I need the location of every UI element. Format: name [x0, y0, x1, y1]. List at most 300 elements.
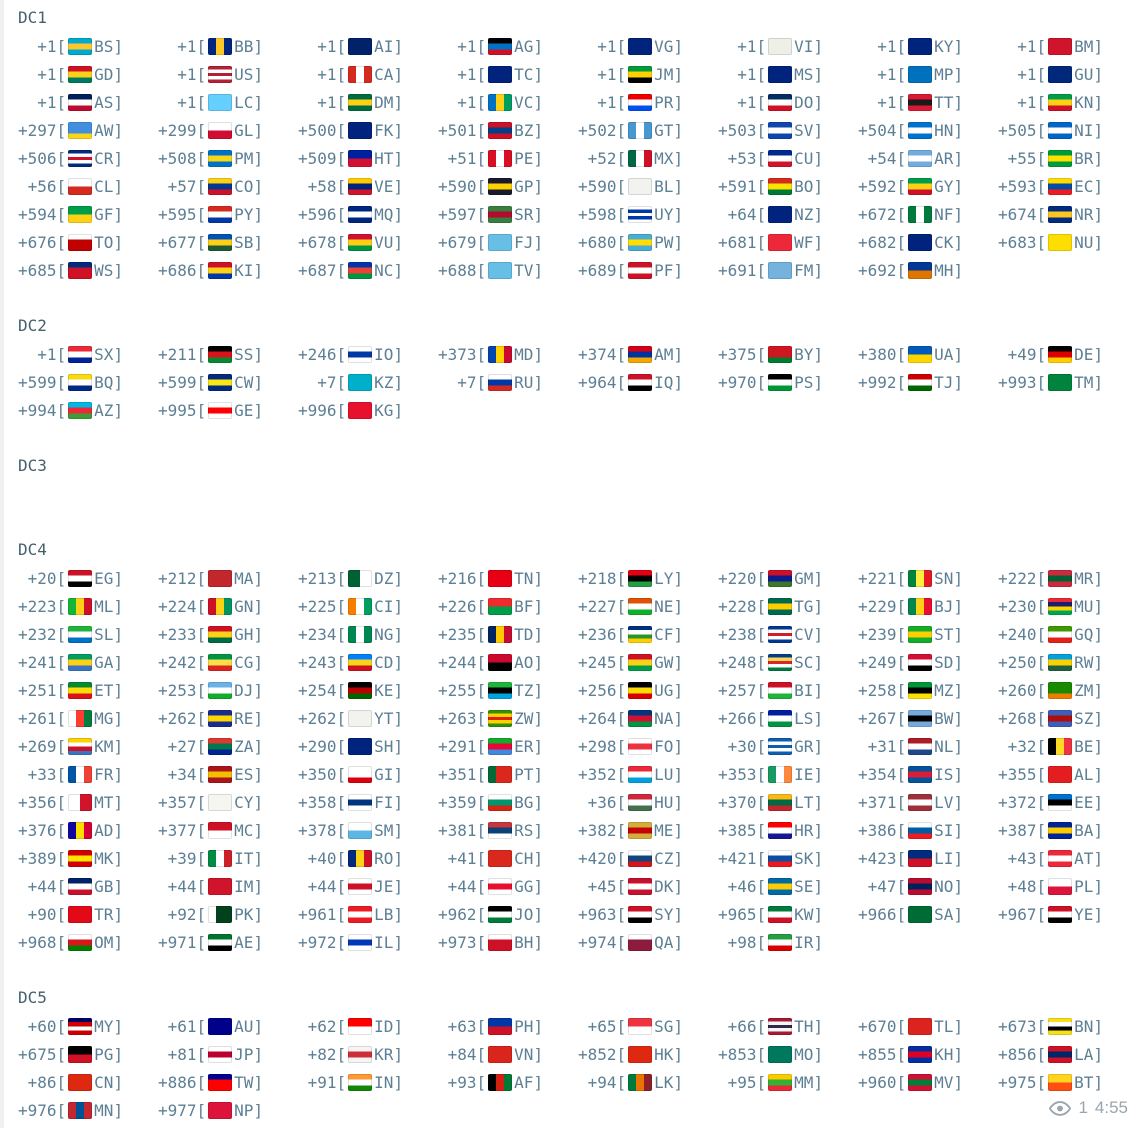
dial-code-pr[interactable]: [578, 88, 718, 116]
flag-icon-ly: [628, 570, 652, 587]
dial-code-vn[interactable]: [438, 1040, 578, 1068]
dial-code-zm[interactable]: [998, 676, 1138, 704]
dial-code-gq[interactable]: [998, 620, 1138, 648]
country-code: BA]: [1074, 820, 1104, 840]
dial-code-ws[interactable]: [18, 256, 158, 284]
dial-code-km[interactable]: [18, 732, 158, 760]
dial-code-by[interactable]: [718, 340, 858, 368]
dc-header: DC4: [18, 540, 47, 559]
dial-code-do[interactable]: [718, 88, 858, 116]
dial-code-yt[interactable]: [298, 704, 438, 732]
dial-code-mn[interactable]: [18, 1096, 158, 1124]
flag-icon-ml: [68, 598, 92, 615]
dial-code-md[interactable]: [438, 340, 578, 368]
dial-code-fr[interactable]: [18, 760, 158, 788]
flag-icon-pw: [628, 234, 652, 251]
dial-code-bw[interactable]: [858, 704, 998, 732]
dial-code-ms[interactable]: [718, 60, 858, 88]
dial-code-tv[interactable]: [438, 256, 578, 284]
dial-code-fm[interactable]: [718, 256, 858, 284]
dial-code-se[interactable]: [718, 872, 858, 900]
dial-code-ml[interactable]: [18, 592, 158, 620]
dial-code-sv[interactable]: [718, 116, 858, 144]
dial-code-bg[interactable]: [438, 788, 578, 816]
dial-code-sr[interactable]: [438, 200, 578, 228]
country-code: GH]: [234, 624, 264, 644]
dial-code-gm[interactable]: [718, 564, 858, 592]
dial-code-kh[interactable]: [858, 1040, 998, 1068]
dial-code-sy[interactable]: [578, 900, 718, 928]
flag-icon-py: [208, 206, 232, 223]
dial-code-number: +1: [877, 64, 897, 84]
dial-code-bs[interactable]: [18, 32, 158, 60]
bracket-open: [: [476, 624, 487, 644]
bracket-open: [: [896, 708, 907, 728]
flag-icon-am: [628, 346, 652, 363]
dial-code-bl[interactable]: [578, 172, 718, 200]
dial-code-er[interactable]: [438, 732, 578, 760]
bracket-open: [: [896, 1044, 907, 1064]
dial-code-cd[interactable]: [298, 648, 438, 676]
dial-code-number: +373: [438, 344, 477, 364]
country-code: SK]: [794, 848, 824, 868]
dial-code-mv[interactable]: [858, 1068, 998, 1096]
dial-code-es[interactable]: [158, 760, 298, 788]
dial-code-pl[interactable]: [998, 872, 1138, 900]
dial-code-om[interactable]: [18, 928, 158, 956]
dial-code-number: +228: [718, 596, 757, 616]
dial-code-li[interactable]: [858, 844, 998, 872]
dial-code-tz[interactable]: [438, 676, 578, 704]
bracket-open: [: [476, 708, 487, 728]
dial-code-la[interactable]: [998, 1040, 1138, 1068]
dial-code-ca[interactable]: [298, 60, 438, 88]
dial-code-fk[interactable]: [298, 116, 438, 144]
dial-code-cf[interactable]: [578, 620, 718, 648]
dial-code-fj[interactable]: [438, 228, 578, 256]
dial-code-sa[interactable]: [858, 900, 998, 928]
dial-code-number: +65: [587, 1016, 617, 1036]
dial-code-nr[interactable]: [998, 200, 1138, 228]
dial-code-bf[interactable]: [438, 592, 578, 620]
dial-code-lu[interactable]: [578, 760, 718, 788]
dial-code-kn[interactable]: [998, 88, 1138, 116]
dial-code-mx[interactable]: [578, 144, 718, 172]
country-code: HR]: [794, 820, 824, 840]
dial-code-to[interactable]: [18, 228, 158, 256]
dial-code-ie[interactable]: [718, 760, 858, 788]
dial-code-pt[interactable]: [438, 760, 578, 788]
dial-code-gu[interactable]: [998, 60, 1138, 88]
dial-code-ky[interactable]: [858, 32, 998, 60]
dial-code-ke[interactable]: [298, 676, 438, 704]
bracket-open: [: [56, 36, 67, 56]
dial-code-gw[interactable]: [578, 648, 718, 676]
dial-code-tc[interactable]: [438, 60, 578, 88]
country-code: ES]: [234, 764, 264, 784]
dial-code-my[interactable]: [18, 1012, 158, 1040]
dial-code-lt[interactable]: [718, 788, 858, 816]
dial-code-ls[interactable]: [718, 704, 858, 732]
dial-code-kz[interactable]: [298, 368, 438, 396]
dial-code-sx[interactable]: [18, 340, 158, 368]
dial-code-number: +673: [998, 1016, 1037, 1036]
dial-code-ly[interactable]: [578, 564, 718, 592]
dial-code-sd[interactable]: [858, 648, 998, 676]
dial-code-number: +220: [718, 568, 757, 588]
flag-icon-th: [768, 1018, 792, 1035]
dial-code-ps[interactable]: [718, 368, 858, 396]
dial-code-me[interactable]: [578, 816, 718, 844]
dial-code-gb[interactable]: [18, 872, 158, 900]
dial-code-gf[interactable]: [18, 200, 158, 228]
dial-code-bi[interactable]: [718, 676, 858, 704]
dial-code-pk[interactable]: [158, 900, 298, 928]
dial-code-jp[interactable]: [158, 1040, 298, 1068]
bracket-open: [: [756, 1072, 767, 1092]
bracket-open: [: [336, 652, 347, 672]
dial-code-mq[interactable]: [298, 200, 438, 228]
flag-icon-mx: [628, 150, 652, 167]
dial-code-number: +992: [858, 372, 897, 392]
dial-code-py[interactable]: [158, 200, 298, 228]
dial-code-rw[interactable]: [998, 648, 1138, 676]
dial-code-bn[interactable]: [998, 1012, 1138, 1040]
dial-code-au[interactable]: [158, 1012, 298, 1040]
dial-code-nc[interactable]: [298, 256, 438, 284]
flag-icon-mh: [908, 262, 932, 279]
dial-code-number: +242: [158, 652, 197, 672]
dial-code-de[interactable]: [998, 340, 1138, 368]
bracket-open: [: [196, 596, 207, 616]
dial-code-kr[interactable]: [298, 1040, 438, 1068]
dial-code-cv[interactable]: [718, 620, 858, 648]
dial-code-sb[interactable]: [158, 228, 298, 256]
dial-code-pm[interactable]: [158, 144, 298, 172]
dial-code-qa[interactable]: [578, 928, 718, 956]
dial-code-lb[interactable]: [298, 900, 438, 928]
dial-code-wf[interactable]: [718, 228, 858, 256]
dial-code-pf[interactable]: [578, 256, 718, 284]
flag-icon-sd: [908, 654, 932, 671]
bracket-open: [: [1036, 232, 1047, 252]
dial-code-uy[interactable]: [578, 200, 718, 228]
dial-code-tn[interactable]: [438, 564, 578, 592]
dial-code-gg[interactable]: [438, 872, 578, 900]
dial-code-gp[interactable]: [438, 172, 578, 200]
country-code: ER]: [514, 736, 544, 756]
dial-code-tm[interactable]: [998, 368, 1138, 396]
bracket-open: [: [476, 64, 487, 84]
dial-code-ir[interactable]: [718, 928, 858, 956]
dial-code-aw[interactable]: [18, 116, 158, 144]
dial-code-je[interactable]: [298, 872, 438, 900]
dial-code-ck[interactable]: [858, 228, 998, 256]
dial-code-sl[interactable]: [18, 620, 158, 648]
dial-code-co[interactable]: [158, 172, 298, 200]
bracket-open: [: [336, 176, 347, 196]
dc-header: DC5: [18, 988, 47, 1007]
dial-code-fi[interactable]: [298, 788, 438, 816]
dial-code-za[interactable]: [158, 732, 298, 760]
dial-code-il[interactable]: [298, 928, 438, 956]
dial-code-bh[interactable]: [438, 928, 578, 956]
bracket-open: [: [1036, 204, 1047, 224]
dial-code-ar[interactable]: [858, 144, 998, 172]
dial-code-nf[interactable]: [858, 200, 998, 228]
dial-code-mm[interactable]: [718, 1068, 858, 1096]
dial-code-sk[interactable]: [718, 844, 858, 872]
bracket-open: [: [56, 64, 67, 84]
dial-code-az[interactable]: [18, 396, 158, 424]
dial-code-af[interactable]: [438, 1068, 578, 1096]
flag-icon-nr: [1048, 206, 1072, 223]
dial-code-mk[interactable]: [18, 844, 158, 872]
dial-code-hn[interactable]: [858, 116, 998, 144]
dial-code-ki[interactable]: [158, 256, 298, 284]
dial-code-cg[interactable]: [158, 648, 298, 676]
dial-code-gh[interactable]: [158, 620, 298, 648]
dial-code-pe[interactable]: [438, 144, 578, 172]
dial-code-zw[interactable]: [438, 704, 578, 732]
flag-icon-ua: [908, 346, 932, 363]
dial-code-number: +674: [998, 204, 1037, 224]
dial-code-bz[interactable]: [438, 116, 578, 144]
bracket-open: [: [56, 820, 67, 840]
dial-code-cr[interactable]: [18, 144, 158, 172]
dial-code-am[interactable]: [578, 340, 718, 368]
dial-code-im[interactable]: [158, 872, 298, 900]
dial-code-ss[interactable]: [158, 340, 298, 368]
dial-code-hk[interactable]: [578, 1040, 718, 1068]
dial-code-ee[interactable]: [998, 788, 1138, 816]
flag-icon-gm: [768, 570, 792, 587]
dial-code-fo[interactable]: [578, 732, 718, 760]
dial-code-gi[interactable]: [298, 760, 438, 788]
country-code: GG]: [514, 876, 544, 896]
bracket-open: [: [56, 596, 67, 616]
flag-icon-ws: [68, 262, 92, 279]
dial-code-at[interactable]: [998, 844, 1138, 872]
dial-code-vi[interactable]: [718, 32, 858, 60]
dial-code-gl[interactable]: [158, 116, 298, 144]
dial-code-cw[interactable]: [158, 368, 298, 396]
dial-code-vu[interactable]: [298, 228, 438, 256]
dial-code-ad[interactable]: [18, 816, 158, 844]
dial-code-bm[interactable]: [998, 32, 1138, 60]
dial-code-nu[interactable]: [998, 228, 1138, 256]
dial-code-cy[interactable]: [158, 788, 298, 816]
dial-code-cl[interactable]: [18, 172, 158, 200]
dial-code-nl[interactable]: [858, 732, 998, 760]
bracket-open: [: [336, 1016, 347, 1036]
flag-icon-za: [208, 738, 232, 755]
dial-code-th[interactable]: [718, 1012, 858, 1040]
dial-code-tt[interactable]: [858, 88, 998, 116]
dial-code-no[interactable]: [858, 872, 998, 900]
dial-code-mt[interactable]: [18, 788, 158, 816]
dial-code-bt[interactable]: [998, 1068, 1138, 1096]
dial-code-ye[interactable]: [998, 900, 1138, 928]
dial-code-gt[interactable]: [578, 116, 718, 144]
dial-code-re[interactable]: [158, 704, 298, 732]
bracket-open: [: [196, 232, 207, 252]
dial-code-al[interactable]: [998, 760, 1138, 788]
dial-code-tl[interactable]: [858, 1012, 998, 1040]
dial-code-np[interactable]: [158, 1096, 298, 1124]
country-code: MV]: [934, 1072, 964, 1092]
dial-code-dz[interactable]: [298, 564, 438, 592]
dial-code-number: +995: [158, 400, 197, 420]
dial-code-tg[interactable]: [718, 592, 858, 620]
dial-code-br[interactable]: [998, 144, 1138, 172]
dial-code-mu[interactable]: [998, 592, 1138, 620]
dial-code-si[interactable]: [858, 816, 998, 844]
dial-code-ba[interactable]: [998, 816, 1138, 844]
dial-code-in[interactable]: [298, 1068, 438, 1096]
dial-code-et[interactable]: [18, 676, 158, 704]
dial-code-ag[interactable]: [438, 32, 578, 60]
dial-code-tw[interactable]: [158, 1068, 298, 1096]
dial-code-ve[interactable]: [298, 172, 438, 200]
flag-icon-je: [348, 878, 372, 895]
dial-code-number: +244: [438, 652, 477, 672]
dial-code-nz[interactable]: [718, 200, 858, 228]
dial-code-ua[interactable]: [858, 340, 998, 368]
dial-code-io[interactable]: [298, 340, 438, 368]
dial-code-dm[interactable]: [298, 88, 438, 116]
dial-code-dj[interactable]: [158, 676, 298, 704]
flag-icon-bm: [1048, 38, 1072, 55]
dial-code-sg[interactable]: [578, 1012, 718, 1040]
dial-code-td[interactable]: [438, 620, 578, 648]
dial-code-lc[interactable]: [158, 88, 298, 116]
dial-code-mc[interactable]: [158, 816, 298, 844]
dial-code-sm[interactable]: [298, 816, 438, 844]
bracket-open: [: [56, 176, 67, 196]
dial-code-ph[interactable]: [438, 1012, 578, 1040]
dial-code-tj[interactable]: [858, 368, 998, 396]
dial-code-ro[interactable]: [298, 844, 438, 872]
dial-code-bj[interactable]: [858, 592, 998, 620]
dial-code-bo[interactable]: [718, 172, 858, 200]
dial-code-hr[interactable]: [718, 816, 858, 844]
dial-code-ug[interactable]: [578, 676, 718, 704]
bracket-open: [: [336, 92, 347, 112]
dial-code-gy[interactable]: [858, 172, 998, 200]
dial-code-gr[interactable]: [718, 732, 858, 760]
dial-code-eg[interactable]: [18, 564, 158, 592]
dial-code-ga[interactable]: [18, 648, 158, 676]
dial-code-it[interactable]: [158, 844, 298, 872]
dial-code-tr[interactable]: [18, 900, 158, 928]
dial-code-is[interactable]: [858, 760, 998, 788]
dial-code-mz[interactable]: [858, 676, 998, 704]
dial-code-gd[interactable]: [18, 60, 158, 88]
dial-code-dk[interactable]: [578, 872, 718, 900]
bracket-open: [: [196, 1072, 207, 1092]
dial-code-kw[interactable]: [718, 900, 858, 928]
dial-code-pw[interactable]: [578, 228, 718, 256]
dial-code-gn[interactable]: [158, 592, 298, 620]
dial-code-jm[interactable]: [578, 60, 718, 88]
dial-code-ni[interactable]: [998, 116, 1138, 144]
dial-code-vc[interactable]: [438, 88, 578, 116]
bracket-open: [: [1036, 596, 1047, 616]
dial-code-kg[interactable]: [298, 396, 438, 424]
dial-code-bq[interactable]: [18, 368, 158, 396]
dial-code-cn[interactable]: [18, 1068, 158, 1096]
dial-code-mp[interactable]: [858, 60, 998, 88]
country-code: BH]: [514, 932, 544, 952]
flag-icon-pt: [488, 766, 512, 783]
dial-code-id[interactable]: [298, 1012, 438, 1040]
flag-icon-gy: [908, 178, 932, 195]
dial-code-ao[interactable]: [438, 648, 578, 676]
flag-icon-tv: [488, 262, 512, 279]
dial-code-lk[interactable]: [578, 1068, 718, 1096]
dial-code-sc[interactable]: [718, 648, 858, 676]
dial-code-lv[interactable]: [858, 788, 998, 816]
dial-code-mr[interactable]: [998, 564, 1138, 592]
dial-code-cz[interactable]: [578, 844, 718, 872]
dial-code-ec[interactable]: [998, 172, 1138, 200]
dial-code-ge[interactable]: [158, 396, 298, 424]
dial-code-ci[interactable]: [298, 592, 438, 620]
dial-code-pg[interactable]: [18, 1040, 158, 1068]
dial-code-rs[interactable]: [438, 816, 578, 844]
dial-code-as[interactable]: [18, 88, 158, 116]
dial-code-cu[interactable]: [718, 144, 858, 172]
country-code: NC]: [374, 260, 404, 280]
dial-code-mg[interactable]: [18, 704, 158, 732]
bracket-open: [: [1036, 708, 1047, 728]
dial-code-mh[interactable]: [858, 256, 998, 284]
flag-icon-es: [208, 766, 232, 783]
dial-code-sz[interactable]: [998, 704, 1138, 732]
dial-code-iq[interactable]: [578, 368, 718, 396]
dial-code-number: +7: [317, 372, 337, 392]
dial-code-jo[interactable]: [438, 900, 578, 928]
dial-code-us[interactable]: [158, 60, 298, 88]
dial-code-ht[interactable]: [298, 144, 438, 172]
dial-code-ru[interactable]: [438, 368, 578, 396]
dial-code-st[interactable]: [858, 620, 998, 648]
bracket-open: [: [56, 344, 67, 364]
dial-code-ng[interactable]: [298, 620, 438, 648]
country-code: LU]: [654, 764, 684, 784]
dial-code-be[interactable]: [998, 732, 1138, 760]
dial-code-na[interactable]: [578, 704, 718, 732]
bracket-open: [: [336, 764, 347, 784]
dial-code-vg[interactable]: [578, 32, 718, 60]
bracket-open: [: [196, 708, 207, 728]
dial-code-ma[interactable]: [158, 564, 298, 592]
dial-code-ae[interactable]: [158, 928, 298, 956]
dial-code-sn[interactable]: [858, 564, 998, 592]
flag-icon-sa: [908, 906, 932, 923]
dial-code-ne[interactable]: [578, 592, 718, 620]
dial-code-ai[interactable]: [298, 32, 438, 60]
dial-code-mo[interactable]: [718, 1040, 858, 1068]
dial-code-sh[interactable]: [298, 732, 438, 760]
dial-code-hu[interactable]: [578, 788, 718, 816]
dial-code-bb[interactable]: [158, 32, 298, 60]
dial-code-number: +254: [298, 680, 337, 700]
bracket-open: [: [896, 596, 907, 616]
dial-code-ch[interactable]: [438, 844, 578, 872]
country-code: CU]: [794, 148, 824, 168]
